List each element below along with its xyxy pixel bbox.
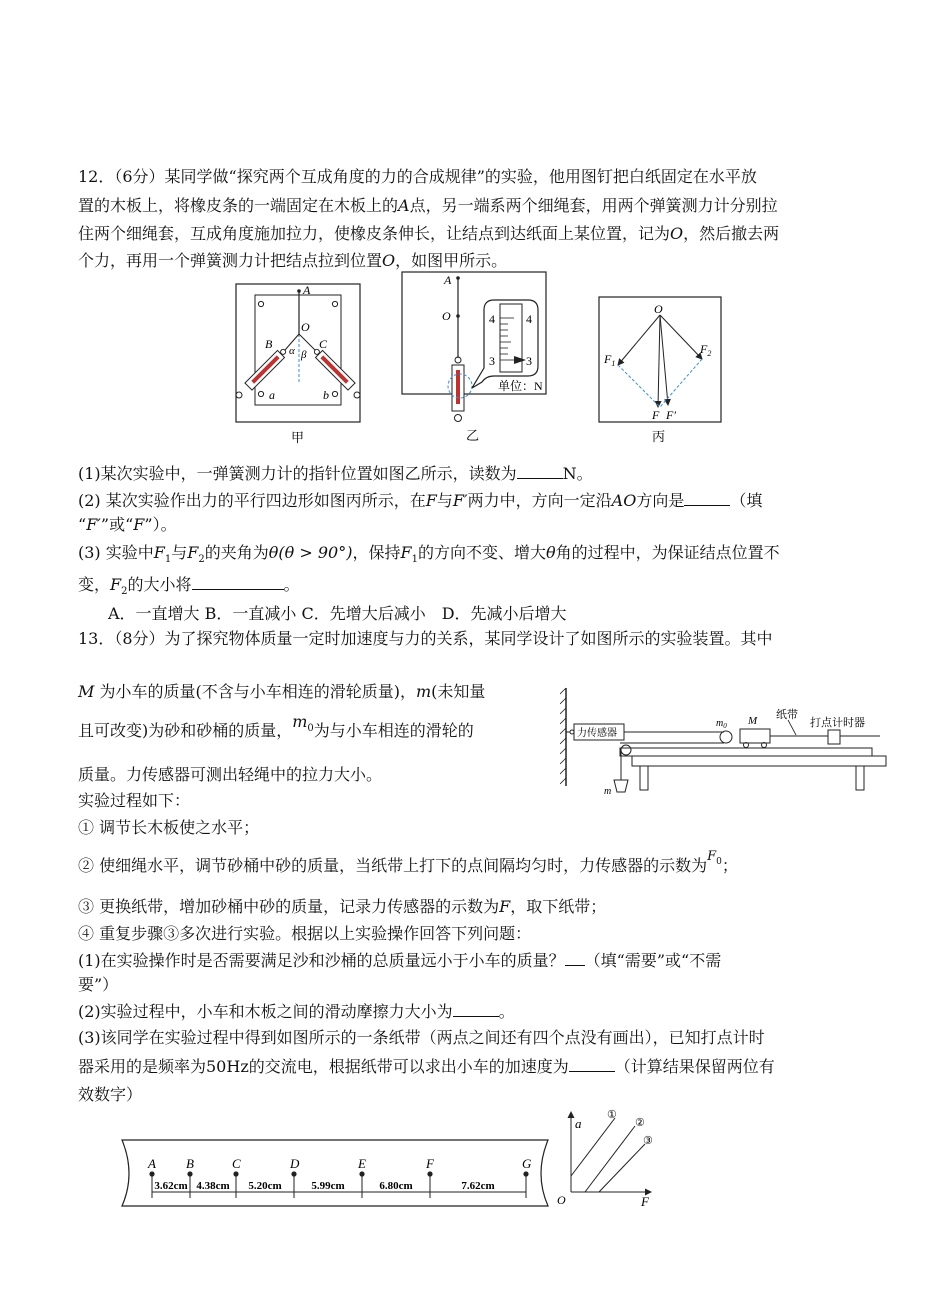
graph-origin: O bbox=[557, 1193, 566, 1207]
q13-sub2: (2)实验过程中，小车和木板之间的滑动摩擦力大小为 。 bbox=[78, 1002, 515, 1021]
tape-gap-label: 3.62cm bbox=[154, 1180, 188, 1192]
q13-step3: ③ 更换纸带，增加砂桶中砂的质量，记录力传感器的示数为F，取下纸带； bbox=[78, 897, 607, 916]
fig-jia-caption: 甲 bbox=[291, 430, 305, 445]
fig-jia-label-a: a bbox=[269, 388, 275, 402]
q12-sub3: (3) 实验中$F_1$与$F_2$的夹角为θ(θ > 90°)，保持$F_1$的方向不变、增大θ角的过程中，为保证结点位置不 bbox=[78, 543, 780, 566]
graph-xlabel: F bbox=[641, 1194, 649, 1209]
q13-para1: M 为小车的质量(不含与小车相连的滑轮质量)，m(未知量 bbox=[78, 682, 486, 701]
figure-paper-tape bbox=[118, 1136, 558, 1212]
q12-line3: 住两个细绳套，互成角度施加拉力，使橡皮条伸长，让结点到达纸面上某位置，记为O，然后撤去两 bbox=[78, 224, 780, 243]
apparatus-M-label: M bbox=[748, 715, 758, 727]
fig-yi-label-O: O bbox=[442, 309, 451, 323]
graph-line-2-label: ② bbox=[635, 1117, 645, 1129]
fig-yi-tick-4-right: 4 bbox=[526, 312, 532, 326]
answer-blank-13-2[interactable] bbox=[453, 1000, 499, 1017]
q13-line1: 13．（8分）为了探究物体质量一定时加速度与力的关系，某同学设计了如图所示的实验装置。其中 bbox=[78, 629, 773, 648]
graph-ylabel: a bbox=[575, 1116, 582, 1131]
q12-sub3-cont: 变，$F_2$的大小将 。 bbox=[78, 575, 300, 598]
graph-line-3-label: ③ bbox=[643, 1135, 653, 1147]
fig-yi-label-A: A bbox=[444, 273, 452, 287]
figure-apparatus bbox=[560, 686, 890, 798]
q12-line2: 置的木板上，将橡皮条的一端固定在木板上的A点，另一端系两个细绳套，用两个弹簧测力计分别拉 bbox=[78, 196, 778, 215]
fig-yi-tick-4-left: 4 bbox=[489, 312, 495, 326]
tape-gap-label: 4.38cm bbox=[196, 1180, 230, 1192]
q13-sub3-cont: 器采用的是频率为50Hz的交流电，根据纸带可以求出小车的加速度为 （计算结果保留两位有 bbox=[78, 1057, 775, 1076]
fig-yi-tick-3-right: 3 bbox=[526, 354, 532, 368]
fig-yi-tick-3-left: 3 bbox=[489, 354, 495, 368]
fig-jia-alpha: α bbox=[289, 345, 295, 357]
answer-blank-12-1[interactable] bbox=[517, 462, 563, 479]
q13-para4: 实验过程如下： bbox=[78, 791, 191, 810]
q12-sub2-cont: “F′”或“F”）。 bbox=[78, 515, 177, 534]
answer-blank-13-1[interactable] bbox=[565, 949, 585, 966]
figure-bing bbox=[596, 295, 726, 447]
fig-jia-beta: β bbox=[301, 349, 307, 361]
tape-point-E bbox=[359, 1171, 364, 1176]
tape-label-E: E bbox=[358, 1156, 366, 1171]
q13-para2: 且可改变)为砂和砂桶的质量，$m_0$为与小车相连的滑轮的 bbox=[78, 712, 474, 740]
fig-jia-label-A: A bbox=[303, 283, 311, 297]
q12-sub1: (1)某次实验中，一弹簧测力计的指针位置如图乙所示，读数为 N。 bbox=[78, 464, 593, 483]
answer-blank-13-3[interactable] bbox=[569, 1055, 615, 1072]
tape-gap-label: 6.80cm bbox=[379, 1180, 413, 1192]
tape-point-D bbox=[291, 1171, 296, 1176]
tape-gap-label: 7.62cm bbox=[461, 1180, 495, 1192]
fig-bing-label-Fp: F′ bbox=[666, 408, 676, 422]
graph-line-3 bbox=[599, 1144, 645, 1192]
tape-point-F bbox=[427, 1171, 432, 1176]
fig-bing-label-O: O bbox=[654, 302, 663, 316]
q13-para3: 质量。力传感器可测出轻绳中的拉力大小。 bbox=[78, 765, 383, 784]
apparatus-timer-label: 打点计时器 bbox=[810, 717, 865, 729]
tape-point-A bbox=[149, 1171, 154, 1176]
graph-line-1-label: ① bbox=[607, 1109, 617, 1121]
fig-bing-caption: 丙 bbox=[652, 429, 666, 444]
q13-step4: ④ 重复步骤③多次进行实验。根据以上实验操作回答下列问题： bbox=[78, 924, 532, 943]
apparatus-tape-label: 纸带 bbox=[776, 709, 798, 721]
fig-bing-label-F: F bbox=[652, 408, 660, 422]
q12-sub2: (2) 某次实验作出力的平行四边形如图丙所示，在F与F′两力中，方向一定沿AO方向是 （填 bbox=[78, 491, 763, 510]
q12-line1: 12．（6分）某同学做“探究两个互成角度的力的合成规律”的实验，他用图钉把白纸固定在水平放 bbox=[78, 167, 757, 186]
tape-point-C bbox=[233, 1171, 238, 1176]
tape-point-B bbox=[187, 1171, 192, 1176]
apparatus-m-label: m bbox=[604, 786, 612, 797]
q12-options: A．一直增大 B．一直减小 C．先增大后减小 D．先减小后增大 bbox=[108, 604, 567, 623]
tape-gap-label: 5.20cm bbox=[248, 1180, 282, 1192]
tape-label-C: C bbox=[232, 1156, 241, 1171]
tape-label-G: G bbox=[522, 1156, 532, 1171]
fig-yi-caption: 乙 bbox=[466, 428, 480, 443]
q13-step1: ① 调节长木板使之水平； bbox=[78, 818, 260, 837]
tape-label-D: D bbox=[290, 1156, 300, 1171]
tape-point-G bbox=[523, 1171, 528, 1176]
apparatus-sensor-label: 力传感器 bbox=[577, 728, 617, 739]
fig-bing-label-F2: $F_2$ bbox=[700, 342, 712, 358]
fig-yi-unit: 单位：N bbox=[498, 379, 543, 393]
fig-jia-label-O: O bbox=[301, 320, 310, 334]
fig-jia-label-b: b bbox=[323, 388, 329, 402]
graph-line-2 bbox=[585, 1126, 635, 1192]
apparatus-m0-label: $m_0$ bbox=[716, 718, 727, 730]
figure-jia bbox=[233, 282, 363, 447]
answer-blank-12-2[interactable] bbox=[684, 489, 730, 506]
tape-label-A: A bbox=[148, 1156, 156, 1171]
fig-jia-label-B: B bbox=[265, 337, 273, 351]
q13-step2: ② 使细绳水平，调节砂桶中砂的质量，当纸带上打下的点间隔均匀时，力传感器的示数为$^F_0$； bbox=[78, 849, 738, 875]
fig-jia-label-C: C bbox=[319, 337, 328, 351]
answer-blank-12-3[interactable] bbox=[192, 573, 284, 590]
fig-bing-label-F1: $F_1$ bbox=[604, 352, 616, 368]
q12-line4: 个力，再用一个弹簧测力计把结点拉到位置O，如图甲所示。 bbox=[78, 251, 508, 270]
q13-sub3: (3)该同学在实验过程中得到如图所示的一条纸带（两点之间还有四个点没有画出），已知打点计时 bbox=[78, 1028, 765, 1047]
figure-yi bbox=[400, 270, 550, 450]
q13-sub1: (1)在实验操作时是否需要满足沙和沙桶的总质量远小于小车的质量？ （填“需要”或“不需 bbox=[78, 951, 722, 970]
q13-sub1-cont: 要”） bbox=[78, 975, 119, 994]
figure-aF-graph bbox=[555, 1106, 665, 1212]
tape-label-F: F bbox=[426, 1156, 434, 1171]
tape-label-B: B bbox=[186, 1156, 194, 1171]
q13-sub3-cont2: 效数字） bbox=[78, 1085, 143, 1104]
tape-gap-label: 5.99cm bbox=[311, 1180, 345, 1192]
